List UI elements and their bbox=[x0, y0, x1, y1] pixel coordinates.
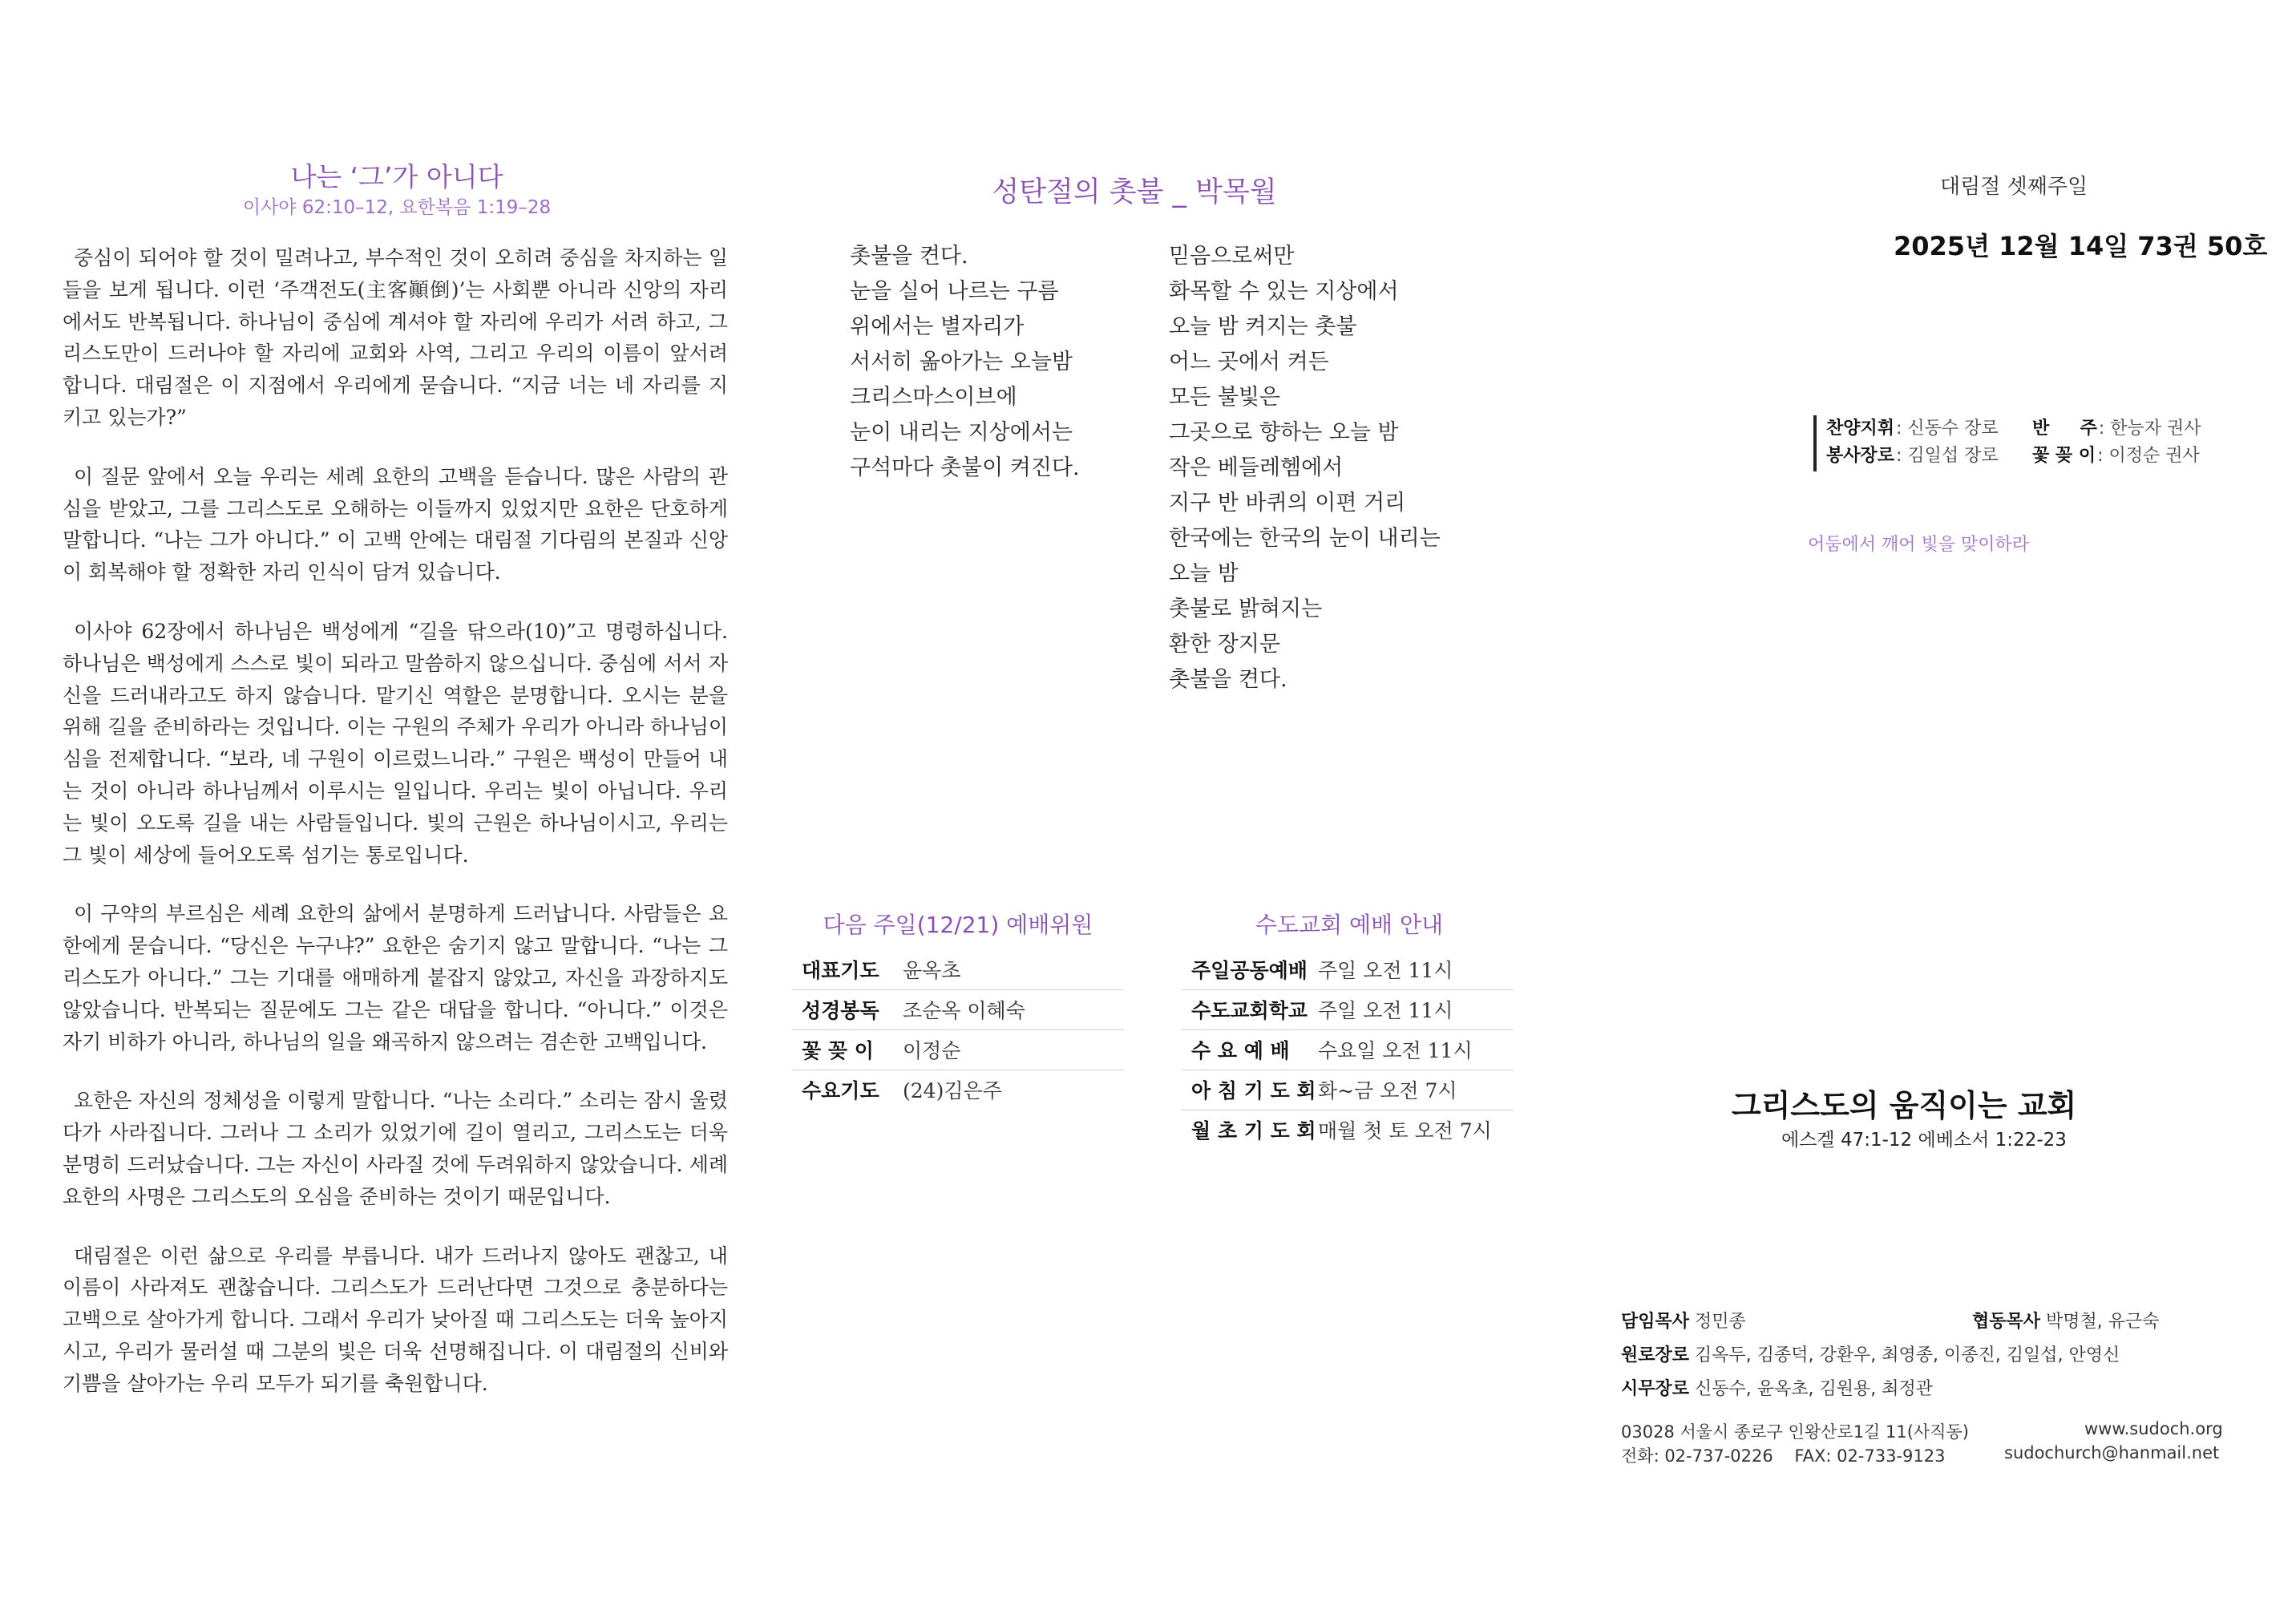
staff-label: 반 주 bbox=[2032, 419, 2097, 439]
poem-line: 위에서는 별자리가 bbox=[850, 314, 1025, 339]
row-value: 매월 첫 토 오전 7시 bbox=[1318, 1119, 1492, 1143]
pastor-label: 협동목사 bbox=[1972, 1312, 2041, 1332]
pastor-line bbox=[1621, 1305, 2230, 1339]
pastor-value: 박명철, 유근숙 bbox=[2046, 1312, 2160, 1332]
services-table bbox=[1182, 953, 1514, 1145]
staff-row bbox=[1826, 443, 2201, 470]
staff-value: : 이정순 권사 bbox=[2097, 446, 2200, 466]
church-address: 03028 서울시 종로구 인왕산로1길 11(사직동) bbox=[1621, 1422, 1969, 1442]
poem-title: 성탄절의 촛불 _ 박목월 bbox=[992, 176, 1277, 208]
row-value: 이정순 bbox=[903, 1039, 961, 1062]
sermon-paragraph: 이사야 62장에서 하나님은 백성에게 “길을 닦으라(10)”고 명령하십니다. 하나님은 백성에게 스스로 빛이 되라고 말씀하지 않으십니다. 중심에 서서 자신을 드러내라고도 하지 않습니다. 맡기신 역할은 분명합니다. 오시는 분을 위해 길을 준비하라는 것입니다. 이는 구원의 주체가 우리가 아니라 하나님이심을 전제합니다. “보라, 네 구원이 이르렀느니라.” 구원은 백성이 만들어 내는 것이 아니라 하나님께서 이루시는 일입니다. 우리는 빛이 아닙니다. 우리는 빛이 오도록 길을 내는 사람들입니다. 빛의 근원은 하나님이시고, 우리는 그 빛이 세상에 들어오도록 섬기는 통로입니다. bbox=[63, 619, 728, 867]
pastor-value: 김옥두, 김종덕, 강환우, 최영종, 이종진, 김일섭, 안영신 bbox=[1695, 1345, 2120, 1365]
poem-line: 한국에는 한국의 눈이 내리는 bbox=[1169, 526, 1441, 551]
row-label: 주일공동예배 bbox=[1191, 959, 1308, 982]
church-phone-fax: 전화: 02-737-0226 FAX: 02-733-9123 bbox=[1621, 1446, 1946, 1466]
poem-line: 작은 베들레헴에서 bbox=[1169, 455, 1344, 480]
date-issue-line: 2025년 12월 14일 73권 50호 bbox=[1894, 231, 2268, 261]
row-label: 아 침 기 도 회 bbox=[1191, 1079, 1316, 1102]
pastor-label: 원로장로 bbox=[1621, 1345, 1690, 1365]
row-label: 수도교회학교 bbox=[1191, 999, 1308, 1022]
poem-line: 크리스마스이브에 bbox=[850, 385, 1017, 410]
poem-line: 서서히 옮아가는 오늘밤 bbox=[850, 350, 1073, 374]
sermon-body bbox=[63, 242, 728, 1427]
church-slogan: 그리스도의 움직이는 교회 bbox=[1732, 1088, 2077, 1123]
table-row bbox=[1182, 953, 1514, 990]
poem-line: 오늘 밤 bbox=[1169, 561, 1239, 586]
poem-line: 어느 곳에서 켜든 bbox=[1169, 350, 1329, 374]
pastors-list bbox=[1621, 1305, 2230, 1406]
table-row bbox=[792, 993, 1124, 1030]
table-row bbox=[1182, 993, 1514, 1030]
staff-value: : 신동수 장로 bbox=[1896, 419, 1999, 439]
row-value: 수요일 오전 11시 bbox=[1318, 1039, 1473, 1062]
table-row bbox=[1182, 1113, 1514, 1150]
church-email-link[interactable]: sudochurch@hanmail.net bbox=[2004, 1443, 2220, 1462]
row-value: 조순옥 이혜숙 bbox=[903, 999, 1025, 1022]
staff-box bbox=[1813, 415, 2201, 471]
row-label: 꽃 꽂 이 bbox=[802, 1039, 874, 1062]
row-label: 대표기도 bbox=[802, 959, 879, 982]
poem-line: 촛불을 켠다. bbox=[850, 244, 968, 269]
table-row bbox=[1182, 1033, 1514, 1070]
motto: 어둠에서 깨어 빛을 맞이하라 bbox=[1808, 535, 2030, 555]
staff-row bbox=[1826, 415, 2201, 443]
table-row bbox=[792, 953, 1124, 990]
church-website-link[interactable]: www.sudoch.org bbox=[2084, 1419, 2223, 1438]
sermon-title: 나는 ‘그’가 아니다 bbox=[290, 161, 503, 192]
sermon-paragraph: 중심이 되어야 할 것이 밀려나고, 부수적인 것이 오히려 중심을 차지하는 일들을 보게 됩니다. 이런 ‘주객전도(主客顚倒)’는 사회뿐 아니라 신앙의 자리에서도 반복됩니다. 하나님이 중심에 계셔야 할 자리에 우리가 서려 하고, 그리스도만이 드러나야 할 자리에 교회와 사역, 그리고 우리의 이름이 앞서려 합니다. 대림절은 이 지점에서 우리에게 묻습니다. “지금 너는 네 자리를 지키고 있는가?” bbox=[63, 246, 728, 429]
poem-line: 눈이 내리는 지상에서는 bbox=[850, 420, 1073, 445]
poem-line: 환한 장지문 bbox=[1169, 632, 1280, 657]
poem-line: 촛불을 켠다. bbox=[1169, 667, 1287, 692]
church-scripture-reference: 에스겔 47:1-12 에베소서 1:22-23 bbox=[1781, 1130, 2067, 1151]
poem-left-stanza bbox=[850, 239, 1080, 486]
sermon-reference: 이사야 62:10–12, 요한복음 1:19–28 bbox=[242, 197, 552, 218]
staff-value: : 한능자 권사 bbox=[2098, 419, 2201, 439]
staff-value: : 김일섭 장로 bbox=[1896, 446, 1999, 466]
staff-label: 찬양지휘 bbox=[1826, 419, 1895, 439]
row-value: 주일 오전 11시 bbox=[1318, 999, 1453, 1022]
table-row bbox=[792, 1033, 1124, 1070]
poem-line: 모든 불빛은 bbox=[1169, 385, 1280, 410]
staff-label: 꽃 꽂 이 bbox=[2032, 446, 2096, 466]
row-value: (24)김은주 bbox=[903, 1079, 1002, 1102]
poem-line: 눈을 실어 나르는 구름 bbox=[850, 279, 1059, 304]
poem-line: 화목할 수 있는 지상에서 bbox=[1169, 279, 1399, 304]
poem-line: 구석마다 촛불이 켜진다. bbox=[850, 455, 1080, 480]
pastor-line bbox=[1621, 1339, 2230, 1373]
poem-line: 오늘 밤 켜지는 촛불 bbox=[1169, 314, 1357, 339]
sermon-paragraph: 이 질문 앞에서 오늘 우리는 세례 요한의 고백을 듣습니다. 많은 사람의 관심을 받았고, 그를 그리스도로 오해하는 이들까지 있었지만 요한은 단호하게 말합니다. “나는 그가 아니다.” 이 고백 안에는 대림절 기다림의 본질과 신앙이 회복해야 할 정확한 자리 인식이 담겨 있습니다. bbox=[63, 464, 728, 584]
pastor-label: 담임목사 bbox=[1621, 1312, 1690, 1332]
next-week-table bbox=[792, 953, 1124, 1105]
liturgical-season: 대림절 셋째주일 bbox=[1940, 175, 2088, 199]
next-week-title: 다음 주일(12/21) 예배위원 bbox=[823, 912, 1093, 938]
poem-line: 촛불로 밝혀지는 bbox=[1169, 597, 1323, 621]
row-value: 주일 오전 11시 bbox=[1318, 959, 1453, 982]
sermon-paragraph: 이 구약의 부르심은 세례 요한의 삶에서 분명하게 드러납니다. 사람들은 요한에게 묻습니다. “당신은 누구냐?” 요한은 숨기지 않고 말합니다. “나는 그리스도가 아니다.” 그는 기대를 애매하게 붙잡지 않았고, 자신을 과장하지도 않았습니다. 반복되는 질문에도 그는 같은 대답을 합니다. “아니다.” 이것은 자기 비하가 아니라, 하나님의 일을 왜곡하지 않으려는 겸손한 고백입니다. bbox=[63, 902, 728, 1054]
row-value: 윤옥초 bbox=[903, 959, 961, 982]
pastor-value: 정민종 bbox=[1695, 1312, 1746, 1332]
row-label: 월 초 기 도 회 bbox=[1191, 1119, 1316, 1143]
staff-label: 봉사장로 bbox=[1826, 446, 1895, 466]
sermon-paragraph: 요한은 자신의 정체성을 이렇게 말합니다. “나는 소리다.” 소리는 잠시 울렸다가 사라집니다. 그러나 그 소리가 있었기에 길이 열리고, 그리스도는 더욱 분명히 드러났습니다. 그는 자신이 사라질 것에 두려워하지 않았습니다. 세례요한의 사명은 그리스도의 오심을 준비하는 것이기 때문입니다. bbox=[63, 1089, 728, 1208]
table-row bbox=[792, 1073, 1124, 1110]
row-label: 성경봉독 bbox=[802, 999, 879, 1022]
sermon-paragraph: 대림절은 이런 삶으로 우리를 부릅니다. 내가 드러나지 않아도 괜찮고, 내 이름이 사라져도 괜찮습니다. 그리스도가 드러난다면 그것으로 충분하다는 고백으로 살아가게 합니다. 그래서 우리가 낮아질 때 그리스도는 더욱 높아지시고, 우리가 물러설 때 그분의 빛은 더욱 선명해집니다. 이 대림절의 신비와 기쁨을 살아가는 우리 모두가 되기를 축원합니다. bbox=[63, 1244, 728, 1395]
table-row bbox=[1182, 1073, 1514, 1110]
poem-line: 믿음으로써만 bbox=[1169, 244, 1295, 269]
row-value: 화~금 오전 7시 bbox=[1318, 1079, 1457, 1102]
pastor-value: 신동수, 윤옥초, 김원용, 최정관 bbox=[1695, 1379, 1933, 1399]
poem-line: 그곳으로 향하는 오늘 밤 bbox=[1169, 420, 1399, 445]
services-title: 수도교회 예배 안내 bbox=[1255, 912, 1444, 938]
pastor-label: 시무장로 bbox=[1621, 1379, 1690, 1399]
poem-line: 지구 반 바퀴의 이편 거리 bbox=[1169, 491, 1406, 516]
row-label: 수 요 예 배 bbox=[1191, 1039, 1290, 1062]
row-label: 수요기도 bbox=[802, 1079, 879, 1102]
poem-right-stanza bbox=[1169, 239, 1441, 698]
pastor-line bbox=[1621, 1373, 2230, 1406]
